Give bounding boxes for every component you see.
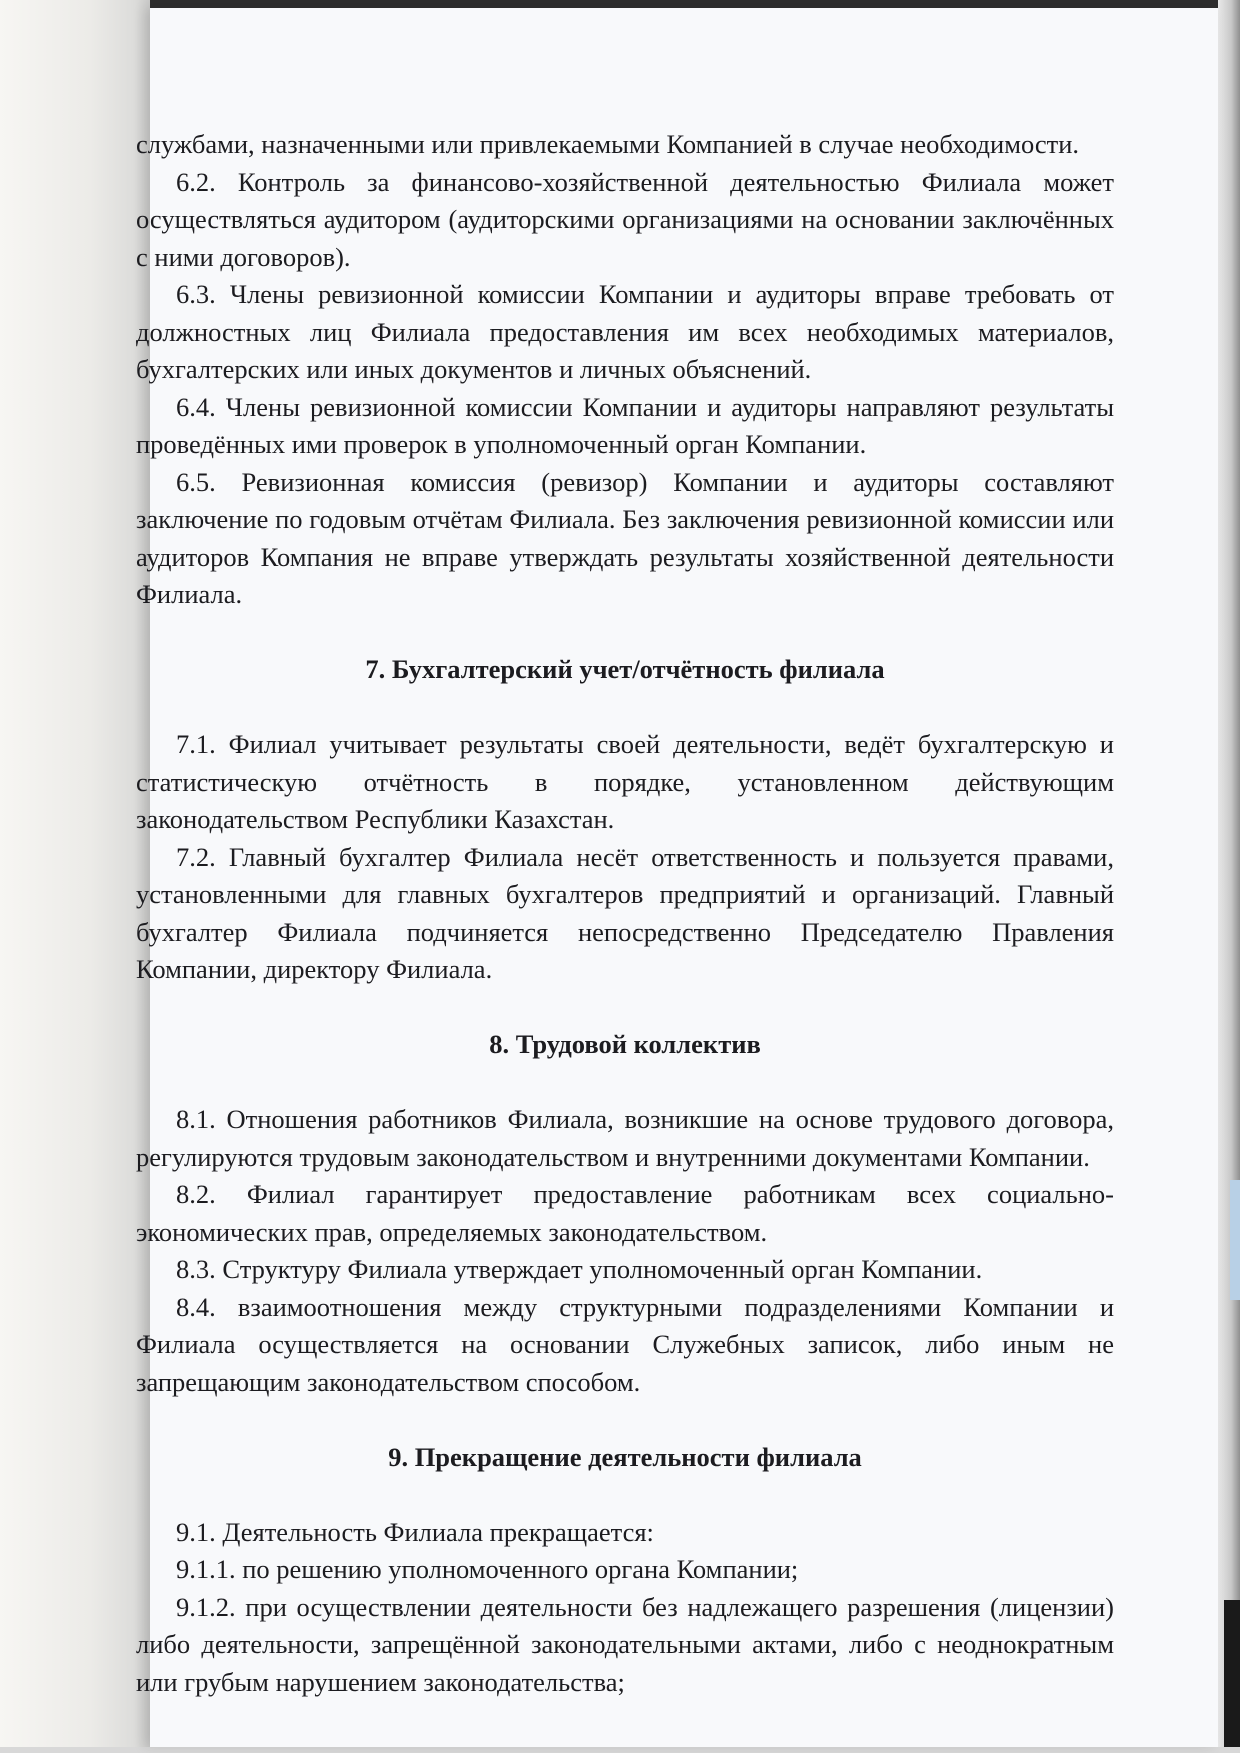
clause-8-2: 8.2. Филиал гарантирует предоставление работникам всех социально-экономических прав, определяемых законодательством.	[136, 1179, 1114, 1247]
clause-8-4: 8.4. взаимоотношения между структурными подразделениями Компании и Филиала осуществляется на основании Служебных записок, либо иным не запрещающим законодательством способом.	[136, 1291, 1114, 1397]
spacer	[136, 989, 1114, 1027]
clause-6-4: 6.4. Члены ревизионной комиссии Компании и аудиторы направляют результаты проведённых ими проверок в уполномоченный орган Компании.	[136, 391, 1114, 459]
spacer	[136, 1476, 1114, 1514]
clause-6-5: 6.5. Ревизионная комиссия (ревизор) Компании и аудиторы составляют заключение по годовым отчётам Филиала. Без заключения ревизионной комиссии или аудиторов Компания не вправе утверждать результаты хозяйственной деятельности Филиала.	[136, 466, 1114, 609]
spacer	[136, 1064, 1114, 1102]
scan-right-blue-artifact	[1230, 1180, 1240, 1300]
previous-page-edge	[0, 0, 150, 1753]
scan-bottom-edge	[0, 1747, 1240, 1753]
document-page	[136, 8, 1218, 1747]
document-body	[136, 126, 1114, 1701]
section-7-heading: 7. Бухгалтерский учет/отчётность филиала	[365, 654, 885, 684]
clause-7-1: 7.1. Филиал учитывает результаты своей деятельности, ведёт бухгалтерскую и статистическую отчётность в порядке, установленном действующим законодательством Республики Казахстан.	[136, 729, 1114, 834]
clause-7-2: 7.2. Главный бухгалтер Филиала несёт ответственность и пользуется правами, установленными для главных бухгалтеров предприятий и организаций. Главный бухгалтер Филиала подчиняется непосредственно Председателю Правления Компании, директору Филиала.	[136, 841, 1114, 984]
scan-top-edge	[0, 0, 1240, 8]
spacer	[136, 614, 1114, 652]
clause-6-3: 6.3. Члены ревизионной комиссии Компании и аудиторы вправе требовать от должностных лиц Филиала предоставления им всех необходимых материалов, бухгалтерских или иных документов и личных объяснений.	[136, 279, 1114, 384]
scan-right-edge	[1218, 0, 1240, 1753]
intro-paragraph: службами, назначенными или привлекаемыми Компанией в случае необходимости.	[136, 129, 1080, 159]
clause-9-1: 9.1. Деятельность Филиала прекращается:	[176, 1516, 654, 1547]
spacer	[136, 689, 1114, 727]
clause-8-3: 8.3. Структуру Филиала утверждает уполномоченный орган Компании.	[176, 1254, 983, 1284]
clause-9-1-2: 9.1.2. при осуществлении деятельности без надлежащего разрешения (лицензии) либо деятельности, запрещённой законодательными актами, либо с неоднократным или грубым нарушением законодательства;	[136, 1591, 1114, 1697]
section-9-heading: 9. Прекращение деятельности филиала	[388, 1441, 862, 1472]
clause-8-1: 8.1. Отношения работников Филиала, возникшие на основе трудового договора, регулируются трудовым законодательством и внутренними документами Компании.	[136, 1104, 1114, 1172]
clause-6-2: 6.2. Контроль за финансово-хозяйственной деятельностью Филиала может осуществляться аудитором (аудиторскими организациями на основании заключённых с ними договоров).	[136, 166, 1114, 272]
scan-right-dark-artifact	[1224, 1600, 1240, 1753]
section-8-heading: 8. Трудовой коллектив	[489, 1029, 761, 1059]
clause-9-1-1: 9.1.1. по решению уполномоченного органа Компании;	[176, 1554, 799, 1584]
spacer	[136, 1401, 1114, 1439]
